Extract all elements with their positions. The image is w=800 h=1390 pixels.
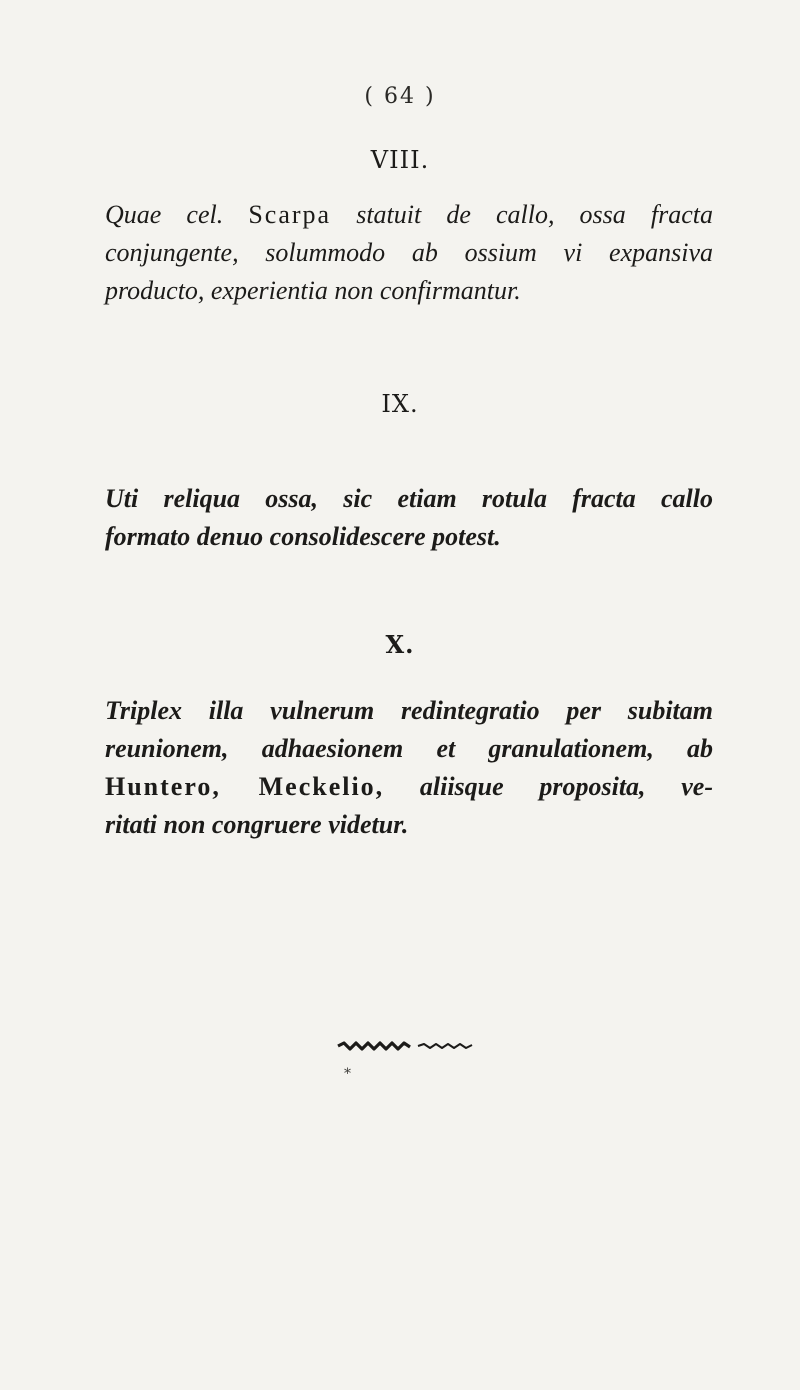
text-run: reunionem, adhaesionem et granulationem, ab (105, 734, 713, 763)
ornament-rule-icon (336, 1041, 476, 1051)
text-run: conjungente, solummodo ab ossium vi expansiva (105, 238, 713, 267)
paragraph-line (105, 234, 713, 272)
paragraph-x (105, 692, 713, 844)
paragraph-line (105, 692, 713, 730)
text-run: formato denuo consolidescere potest. (105, 522, 501, 551)
text-run: producto, experientia non confirmantur. (105, 276, 521, 305)
paragraph-line (105, 196, 713, 234)
paragraph-line (105, 768, 713, 806)
paragraph-line (105, 272, 713, 310)
page-number: ( 64 ) (364, 84, 436, 109)
section-number-ix: IX. (381, 390, 419, 418)
paragraph-line (105, 480, 713, 518)
paragraph-line (105, 806, 713, 844)
section-number-viii: VIII. (370, 146, 430, 174)
paragraph-viii (105, 196, 713, 310)
text-run: ritati non congruere videtur. (105, 810, 409, 839)
author-name-scarpa: Scarpa (248, 200, 332, 229)
paragraph-line (105, 518, 713, 556)
text-run: Quae cel. (105, 200, 249, 229)
author-names-huntero-meckelio: Huntero, Meckelio, (105, 772, 385, 801)
paragraph-ix (105, 480, 713, 556)
section-number-x: X. (385, 630, 415, 659)
paragraph-line (105, 730, 713, 768)
footer-mark: * (344, 1066, 351, 1082)
text-run: Uti reliqua ossa, sic etiam rotula fracta callo (105, 484, 713, 513)
text-run: statuit de callo, ossa fracta (331, 200, 714, 229)
text-run: Triplex illa vulnerum redintegratio per subitam (105, 696, 713, 725)
text-run: aliisque proposita, ve- (384, 772, 713, 801)
